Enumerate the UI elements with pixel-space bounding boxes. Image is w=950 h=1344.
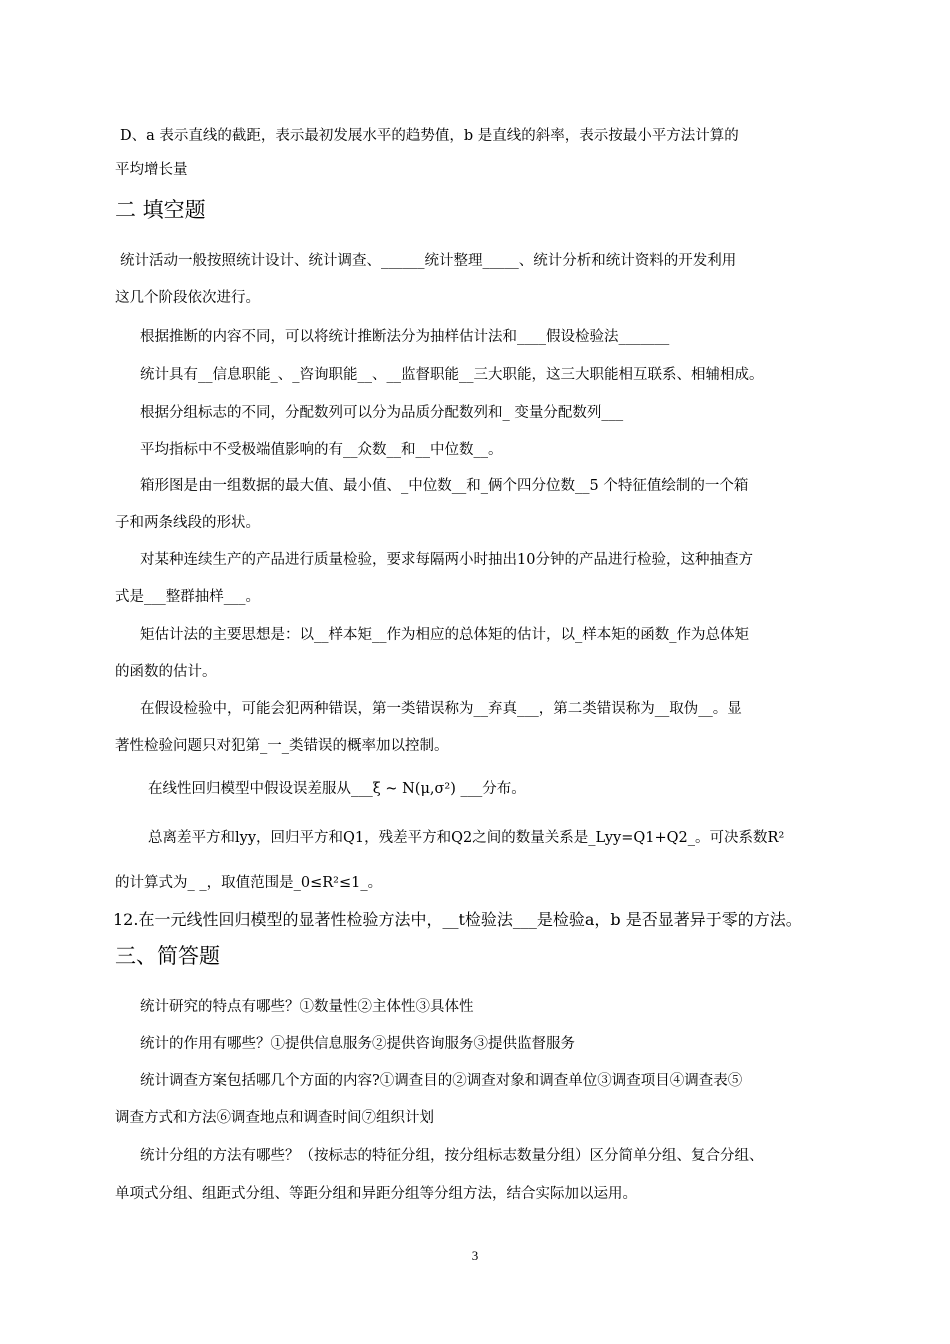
answer-item-2: 统计的作用有哪些？①提供信息服务②提供咨询服务③提供监督服务 — [140, 1036, 575, 1052]
fill-item-4: 根据分组标志的不同，分配数列可以分为品质分配数列和_ 变量分配数列___ — [140, 405, 624, 421]
option-d-line-1: D、a 表示直线的截距，表示最初发展水平的趋势值，b 是直线的斜率，表示按最小平方法计算的 — [120, 128, 739, 144]
fill-item-2: 根据推断的内容不同，可以将统计推断法分为抽样估计法和____假设检验法_______ — [140, 329, 670, 345]
answer-item-4-line-1: 统计分组的方法有哪些？（按标志的特征分组，按分组标志数量分组）区分简单分组、复合分组、 — [140, 1148, 764, 1164]
fill-item-11-line-1: 总离差平方和lyy，回归平方和Q1，残差平方和Q2之间的数量关系是_Lyy=Q1+Q2_。可决系数R² — [148, 830, 785, 846]
answer-item-1: 统计研究的特点有哪些？①数量性②主体性③具体性 — [140, 999, 474, 1015]
option-d-line-2: 平均增长量 — [115, 162, 188, 178]
fill-item-8-line-2: 的函数的估计。 — [115, 664, 217, 680]
fill-item-5: 平均指标中不受极端值影响的有__众数__和__中位数__。 — [140, 442, 503, 458]
fill-item-7-line-2: 式是___整群抽样___。 — [115, 589, 260, 605]
fill-item-7-line-1: 对某种连续生产的产品进行质量检验，要求每隔两小时抽出10分钟的产品进行检验，这种抽查方 — [140, 552, 753, 568]
answer-item-3-line-2: 调查方式和方法⑥调查地点和调查时间⑦组织计划 — [115, 1110, 434, 1126]
fill-item-9-line-1: 在假设检验中，可能会犯两种错误，第一类错误称为__弃真___，第二类错误称为__取伪__。显 — [140, 701, 742, 717]
fill-item-10: 在线性回归模型中假设误差服从___ξ ~ N(μ,σ²) ___分布。 — [148, 781, 526, 797]
fill-item-3: 统计具有__信息职能_、_咨询职能__、__监督职能__三大职能，这三大职能相互联系、相辅相成。 — [140, 367, 764, 383]
fill-item-6-line-2: 子和两条线段的形状。 — [115, 515, 260, 531]
fill-item-11-line-2: 的计算式为_ _，取值范围是_0≤R²≤1_。 — [115, 875, 383, 891]
answer-item-3-line-1: 统计调查方案包括哪几个方面的内容?①调查目的②调查对象和调查单位③调查项目④调查表⑤ — [140, 1073, 743, 1089]
fill-item-6-line-1: 箱形图是由一组数据的最大值、最小值、_中位数__和_俩个四分位数__5 个特征值绘制的一个箱 — [140, 478, 749, 494]
fill-item-9-line-2: 著性检验问题只对犯第_一_类错误的概率加以控制。 — [115, 738, 449, 754]
section-heading-short-answer: 三、简答题 — [115, 944, 220, 968]
fill-item-1-line-1: 统计活动一般按照统计设计、统计调查、______统计整理_____、统计分析和统计资料的开发利用 — [120, 253, 737, 269]
page-number: 3 — [471, 1248, 479, 1263]
fill-item-8-line-1: 矩估计法的主要思想是：以__样本矩__作为相应的总体矩的估计，以_样本矩的函数_作为总体矩 — [140, 627, 749, 643]
answer-item-4-line-2: 单项式分组、组距式分组、等距分组和异距分组等分组方法，结合实际加以运用。 — [115, 1186, 637, 1202]
fill-item-1-line-2: 这几个阶段依次进行。 — [115, 290, 260, 306]
section-heading-fill-in: 二 填空题 — [115, 198, 206, 222]
fill-item-12: 12.在一元线性回归模型的显著性检验方法中，__t检验法___是检验a，b 是否显著异于零的方法。 — [113, 910, 802, 929]
